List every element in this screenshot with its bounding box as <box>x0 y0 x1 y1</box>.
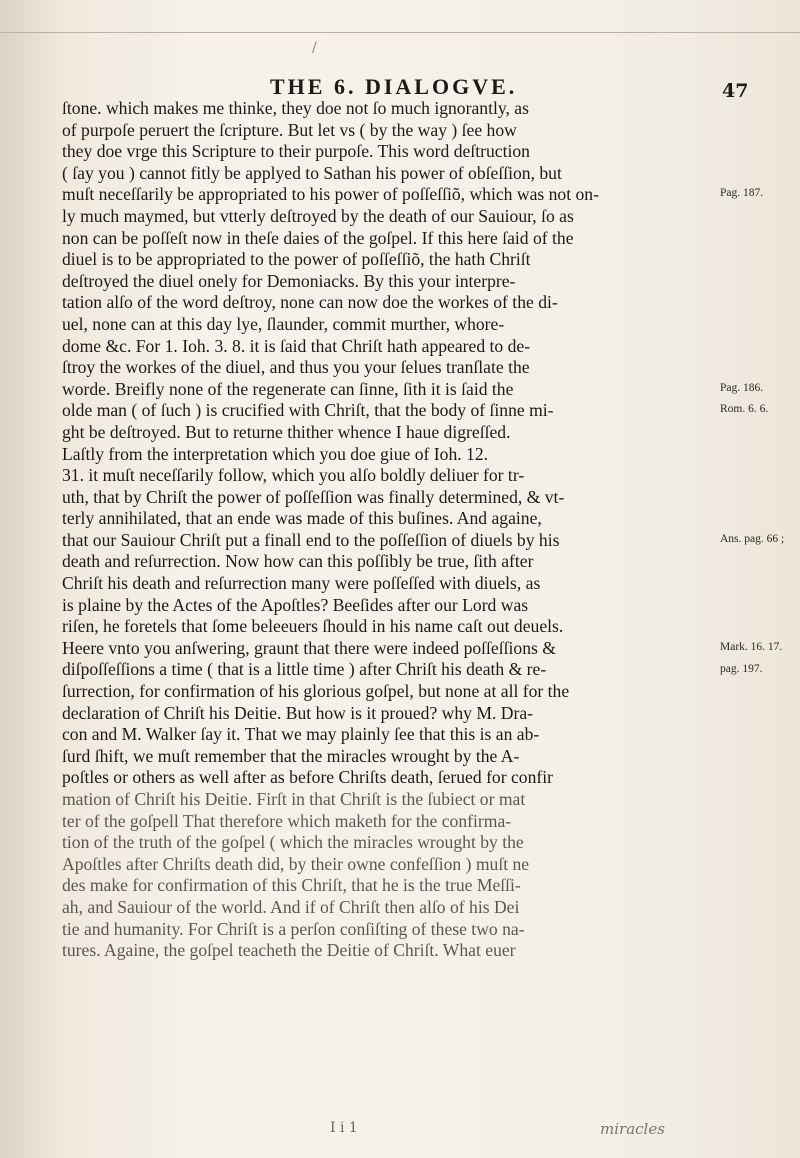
text-line: muſt neceſſarily be appropriated to his power of poſſeſſiõ, which was not on- <box>62 184 599 205</box>
margin-note: Pag. 187. <box>720 187 764 200</box>
text-line: uel, none can at this day lye, ſlaunder, commit murther, whore- <box>62 313 505 334</box>
text-line: mation of Chriſt his Deitie. Firſt in that Chriſt is the ſubiect or mat <box>62 789 526 809</box>
body-text <box>62 98 712 962</box>
signature-mark: I i 1 <box>330 1120 358 1136</box>
text-line: ſurd ſhift, we muſt remember that the miracles wrought by the A- <box>62 745 520 766</box>
text-line: dome &c. For 1. Ioh. 3. 8. it is ſaid that Chriſt hath appeared to de- <box>62 335 531 356</box>
page-top-rule <box>0 32 800 33</box>
catchword: miracles <box>600 1120 665 1138</box>
text-line: deſtroyed the diuel onely for Demoniacks. By this your interpre- <box>62 270 516 291</box>
text-line: non can be poſſeſt now in theſe daies of the goſpel. If this here ſaid of the <box>62 227 574 248</box>
text-line: is plaine by the Actes of the Apoſtles? Beeſides after our Lord was <box>62 594 529 615</box>
text-line: ah, and Sauiour of the world. And if of Chriſt then alſo of his Dei <box>62 896 520 917</box>
text-line: declaration of Chriſt his Deitie. But how is it proued? why M. Dra- <box>62 702 534 723</box>
margin-note: Mark. 16. 17. <box>720 641 783 653</box>
text-line: con and M. Walker ſay it. That we may plainly ſee that this is an ab- <box>62 724 540 745</box>
margin-note: Rom. 6. 6. <box>720 403 769 416</box>
text-line: that our Sauiour Chriſt put a finall end to the poſſeſſion of diuels by his <box>62 529 560 550</box>
text-line: Chriſt his death and reſurrection many were poſſeſſed with diuels, as <box>62 573 541 594</box>
margin-note: Ans. pag. 66 ; <box>720 533 785 545</box>
text-line: poſtles or others as well after as before Chriſts death, ſerued for confir <box>62 767 553 788</box>
text-line: riſen, he foretels that ſome beleeuers ſhould in his name caſt out deuels. <box>62 616 564 637</box>
text-line: ſtroy the workes of the diuel, and thus you your ſelues tranſlate the <box>62 357 530 378</box>
text-line: ſtone. which makes me thinke, they doe not ſo much ignorantly, as <box>62 98 529 118</box>
margin-note: Pag. 186. <box>720 381 764 394</box>
corner-mark: / <box>312 40 317 56</box>
text-line: uth, that by Chriſt the power of poſſeſſion was finally determined, & vt- <box>62 486 565 507</box>
text-line: terly annihilated, that an ende was made of this buſines. And againe, <box>62 508 542 529</box>
text-line: diuel is to be appropriated to the power of poſſeſſiõ, the hath Chriſt <box>62 249 531 270</box>
text-line: des make for confirmation of this Chriſt, that he is the true Meſſi- <box>62 875 521 896</box>
text-line: Laſtly from the interpretation which you doe giue of Ioh. 12. <box>62 443 489 464</box>
text-line: they doe vrge this Scripture to their purpoſe. This word deſtruction <box>62 141 530 162</box>
text-line: ( ſay you ) cannot fitly be applyed to Sathan his power of obſeſſion, but <box>62 162 562 183</box>
running-title: THE 6. DIALOGVE. <box>270 74 518 99</box>
text-line: ly much maymed, but vtterly deſtroyed by the death of our Sauiour, ſo as <box>62 205 574 226</box>
margin-note: pag. 197. <box>720 662 763 675</box>
text-line: death and reſurrection. Now how can this poſſibly be true, ſith after <box>62 551 534 572</box>
text-line: olde man ( of ſuch ) is crucified with Chriſt, that the body of ſinne mi- <box>62 400 554 421</box>
text-line: of purpoſe peruert the ſcripture. But let vs ( by the way ) ſee how <box>62 119 517 140</box>
text-line: tion of the truth of the goſpel ( which the miracles wrought by the <box>62 832 524 853</box>
text-line: tie and humanity. For Chriſt is a perſon conſiſting of these two na- <box>62 918 525 939</box>
text-line: diſpoſſeſſions a time ( that is a little time ) after Chriſt his death & re- <box>62 659 547 680</box>
text-line: tures. Againe, the goſpel teacheth the Deitie of Chriſt. What euer <box>62 940 516 961</box>
text-line: Heere vnto you anſwering, graunt that there were indeed poſſeſſions & <box>62 637 556 658</box>
text-line: tation alſo of the word deſtroy, none can now doe the workes of the di- <box>62 292 558 313</box>
text-line: Apoſtles after Chriſts death did, by their owne confeſſion ) muſt ne <box>62 853 530 874</box>
page-number: 47 <box>722 80 749 102</box>
text-line: ſurrection, for confirmation of his glorious goſpel, but none at all for the <box>62 681 570 702</box>
text-line: worde. Breifly none of the regenerate can ſinne, ſith it is ſaid the <box>62 378 514 399</box>
text-line: 31. it muſt neceſſarily follow, which you alſo boldly deliuer for tr- <box>62 465 525 486</box>
text-line: ter of the goſpell That therefore which maketh for the confirma- <box>62 810 512 831</box>
text-line: ght be deſtroyed. But to returne thither whence I haue digreſſed. <box>62 421 511 442</box>
